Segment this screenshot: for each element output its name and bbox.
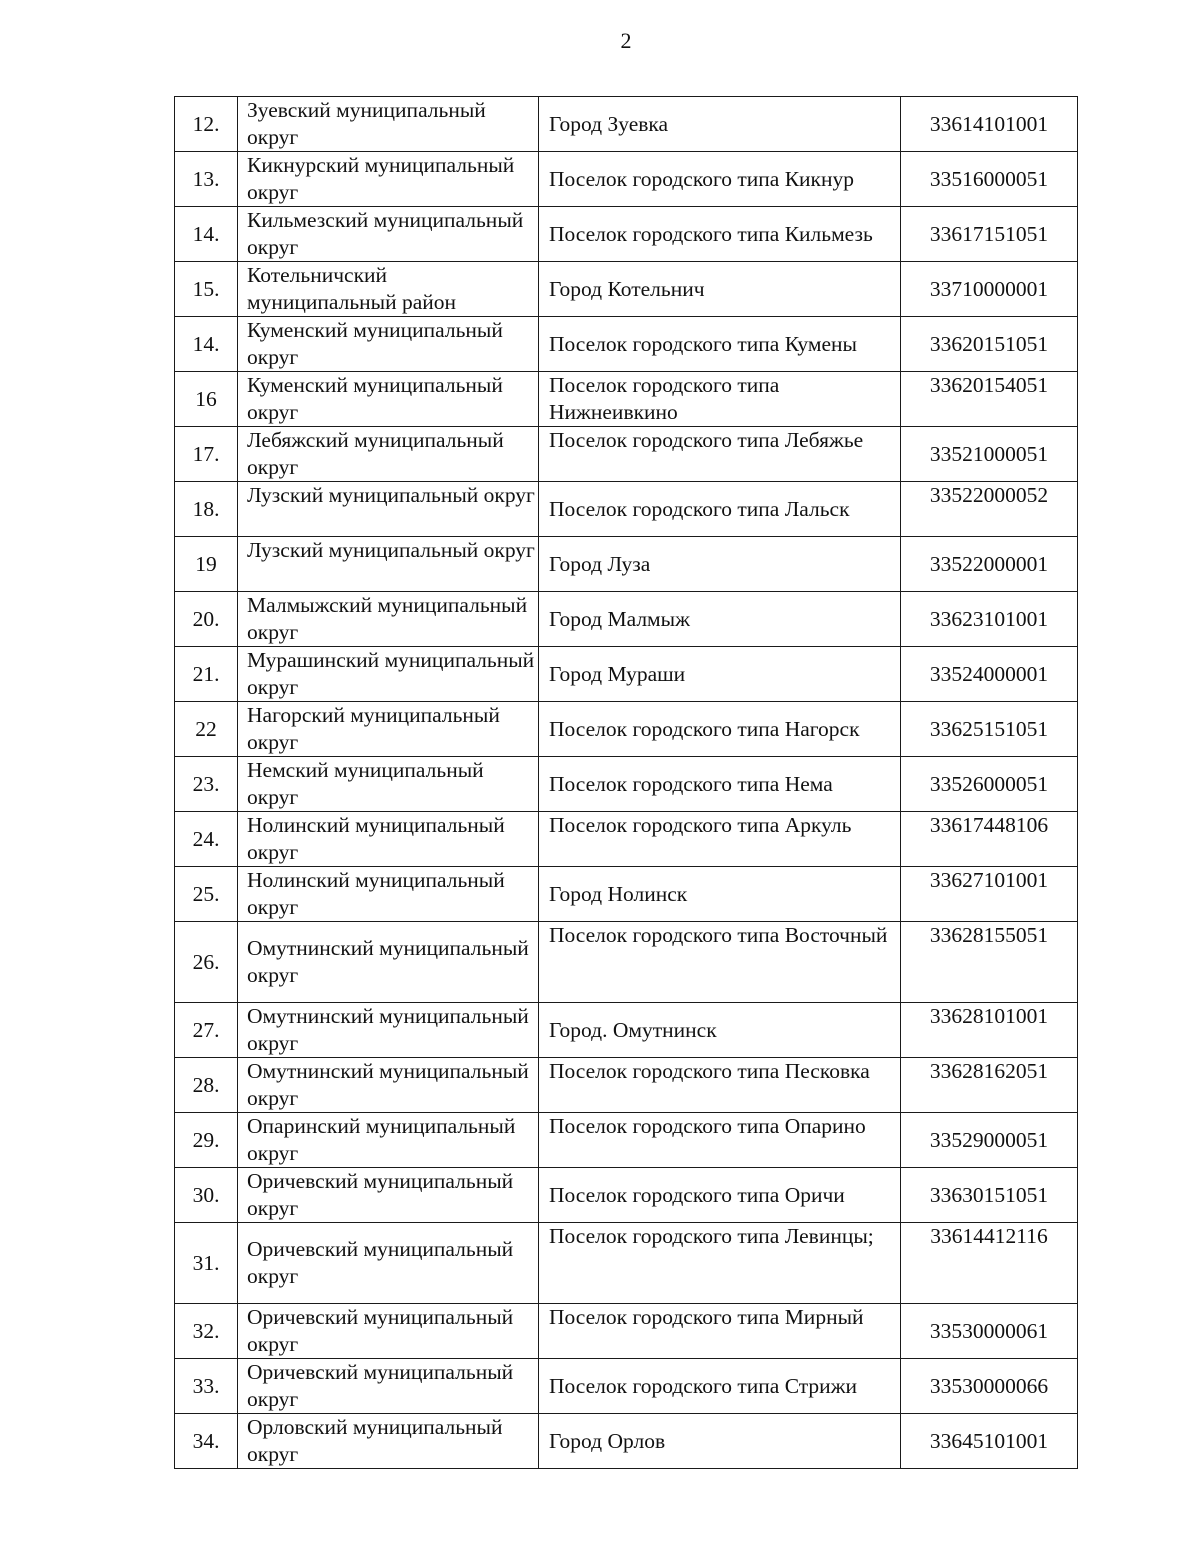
table-body [175, 97, 1078, 1469]
oktmo-code-cell [901, 867, 1078, 922]
table-row [175, 537, 1078, 592]
settlement-cell [539, 647, 901, 702]
district-cell-text: Омутнинский муниципальный округ [247, 1059, 529, 1110]
district-cell-text: Оричевский муниципальный округ [247, 1237, 514, 1288]
district-cell-text: Оричевский муниципальный округ [247, 1360, 514, 1411]
district-cell-text: Оричевский муниципальный округ [247, 1169, 514, 1220]
settlement-cell [539, 207, 901, 262]
oktmo-code-cell [901, 482, 1078, 537]
district-cell-text: Куменский муниципальный округ [247, 373, 503, 424]
district-cell [238, 867, 539, 922]
table-row [175, 372, 1078, 427]
settlement-cell [539, 812, 901, 867]
row-number [175, 702, 238, 757]
oktmo-code-cell-text: 33521000051 [929, 441, 1049, 466]
oktmo-code-cell-text: 33617151051 [929, 221, 1049, 246]
district-cell-text: Кикнурский муниципальный округ [247, 153, 515, 204]
oktmo-code-cell [901, 1058, 1078, 1113]
district-cell-text: Котельничский муниципальный район [247, 263, 457, 314]
district-cell-text: Нолинский муниципальный округ [247, 813, 505, 864]
settlement-cell-text: Поселок городского типа Стрижи [549, 1373, 858, 1398]
oktmo-code-cell-text: 33529000051 [929, 1127, 1049, 1152]
settlement-cell [539, 152, 901, 207]
row-number [175, 427, 238, 482]
district-cell-text: Омутнинский муниципальный округ [247, 1004, 529, 1055]
row-number-text: 20. [192, 606, 220, 631]
settlement-cell [539, 1223, 901, 1304]
settlement-cell [539, 592, 901, 647]
settlement-cell [539, 1113, 901, 1168]
row-number-text: 30. [192, 1182, 220, 1207]
district-cell [238, 1359, 539, 1414]
settlement-cell-text: Город Луза [549, 551, 651, 576]
oktmo-code-cell-text: 33522000052 [929, 483, 1049, 507]
oktmo-code-cell [901, 152, 1078, 207]
oktmo-code-cell-text: 33530000066 [929, 1373, 1049, 1398]
settlement-cell [539, 867, 901, 922]
settlement-cell-text: Город Зуевка [549, 111, 669, 136]
oktmo-code-cell-text: 33623101001 [929, 606, 1049, 631]
table-row [175, 427, 1078, 482]
row-number-text: 22 [195, 716, 217, 741]
table-row [175, 757, 1078, 812]
settlement-cell [539, 317, 901, 372]
oktmo-code-cell [901, 427, 1078, 482]
oktmo-code-cell [901, 647, 1078, 702]
district-cell [238, 1003, 539, 1058]
district-cell-text: Зуевский муниципальный округ [247, 98, 486, 149]
row-number-text: 23. [192, 771, 220, 796]
district-cell [238, 1113, 539, 1168]
oktmo-code-cell-text: 33628101001 [929, 1004, 1049, 1028]
oktmo-code-cell-text: 33620151051 [929, 331, 1049, 356]
settlement-cell-text: Поселок городского типа Нижнеивкино [549, 373, 780, 424]
row-number [175, 482, 238, 537]
oktmo-code-cell-text: 33614412116 [930, 1224, 1048, 1248]
settlement-cell-text: Город. Омутнинск [549, 1017, 717, 1042]
oktmo-code-cell-text: 33630151051 [929, 1182, 1049, 1207]
row-number [175, 1113, 238, 1168]
row-number [175, 1168, 238, 1223]
settlement-cell-text: Поселок городского типа Нема [549, 771, 833, 796]
settlement-cell-text: Поселок городского типа Кикнур [549, 166, 854, 191]
oktmo-code-cell-text: 33628155051 [929, 923, 1049, 947]
settlement-cell-text: Поселок городского типа Лебяжье [549, 428, 864, 452]
oktmo-code-cell [901, 207, 1078, 262]
table-row [175, 647, 1078, 702]
settlement-cell [539, 427, 901, 482]
district-cell [238, 537, 539, 592]
settlement-cell [539, 482, 901, 537]
settlement-cell [539, 262, 901, 317]
row-number [175, 812, 238, 867]
settlement-cell [539, 1168, 901, 1223]
table-row [175, 317, 1078, 372]
settlement-cell [539, 702, 901, 757]
district-cell-text: Орловский муниципальный округ [247, 1415, 503, 1466]
oktmo-code-cell [901, 757, 1078, 812]
row-number-text: 14. [192, 331, 220, 356]
settlement-cell-text: Поселок городского типа Восточный [549, 923, 888, 947]
row-number [175, 207, 238, 262]
row-number-text: 16 [195, 386, 217, 411]
oktmo-code-cell [901, 1414, 1078, 1469]
oktmo-code-cell-text: 33614101001 [929, 111, 1049, 136]
table-row [175, 1168, 1078, 1223]
oktmo-code-cell [901, 537, 1078, 592]
row-number-text: 17. [192, 441, 220, 466]
oktmo-code-cell-text: 33526000051 [929, 771, 1049, 796]
oktmo-code-cell-text: 33620154051 [929, 373, 1049, 397]
table-row [175, 1058, 1078, 1113]
settlement-cell [539, 1003, 901, 1058]
row-number [175, 922, 238, 1003]
settlement-cell-text: Поселок городского типа Оричи [549, 1182, 845, 1207]
district-cell [238, 97, 539, 152]
settlement-cell-text: Поселок городского типа Кумены [549, 331, 857, 356]
oktmo-code-cell-text: 33710000001 [929, 276, 1049, 301]
settlement-cell [539, 372, 901, 427]
table-row [175, 702, 1078, 757]
settlement-cell-text: Поселок городского типа Лальск [549, 496, 850, 521]
row-number-text: 32. [192, 1318, 220, 1343]
row-number-text: 13. [192, 166, 220, 191]
district-cell-text: Кильмезский муниципальный округ [247, 208, 524, 259]
district-cell [238, 317, 539, 372]
oktmo-code-cell [901, 1168, 1078, 1223]
row-number-text: 15. [192, 276, 220, 301]
district-cell [238, 592, 539, 647]
row-number [175, 867, 238, 922]
row-number-text: 19 [195, 551, 217, 576]
district-cell [238, 1414, 539, 1469]
district-cell-text: Немский муниципальный округ [247, 758, 484, 809]
district-cell [238, 647, 539, 702]
row-number [175, 1414, 238, 1469]
settlement-cell-text: Поселок городского типа Опарино [549, 1114, 866, 1138]
row-number [175, 1359, 238, 1414]
row-number [175, 97, 238, 152]
oktmo-code-cell-text: 33516000051 [929, 166, 1049, 191]
district-cell [238, 1304, 539, 1359]
row-number [175, 757, 238, 812]
oktmo-code-cell [901, 702, 1078, 757]
oktmo-code-cell-text: 33627101001 [929, 868, 1049, 892]
row-number [175, 592, 238, 647]
table-row [175, 922, 1078, 1003]
table-row [175, 207, 1078, 262]
row-number-text: 33. [192, 1373, 220, 1398]
oktmo-code-cell [901, 1003, 1078, 1058]
oktmo-code-cell-text: 33628162051 [929, 1059, 1049, 1083]
settlement-cell [539, 97, 901, 152]
row-number [175, 372, 238, 427]
row-number-text: 29. [192, 1127, 220, 1152]
row-number-text: 28. [192, 1072, 220, 1097]
district-cell-text: Мурашинский муниципальный округ [247, 648, 535, 699]
settlement-cell-text: Поселок городского типа Песковка [549, 1059, 870, 1083]
district-cell-text: Оричевский муниципальный округ [247, 1305, 514, 1356]
oktmo-code-cell [901, 812, 1078, 867]
row-number [175, 152, 238, 207]
table-row [175, 1113, 1078, 1168]
district-cell-text: Нолинский муниципальный округ [247, 868, 505, 919]
district-cell [238, 757, 539, 812]
oktmo-code-cell-text: 33530000061 [929, 1318, 1049, 1343]
district-cell [238, 152, 539, 207]
oktmo-code-cell [901, 1113, 1078, 1168]
table-row [175, 867, 1078, 922]
table-row [175, 482, 1078, 537]
settlement-cell-text: Город Нолинск [549, 881, 688, 906]
table-row [175, 1223, 1078, 1304]
district-cell [238, 207, 539, 262]
row-number-text: 34. [192, 1428, 220, 1453]
district-cell-text: Опаринский муниципальный округ [247, 1114, 516, 1165]
district-cell-text: Малмыжский муниципальный округ [247, 593, 528, 644]
district-cell [238, 1223, 539, 1304]
district-cell-text: Омутнинский муниципальный округ [247, 936, 529, 987]
settlement-cell-text: Город Орлов [549, 1428, 666, 1453]
table-row [175, 152, 1078, 207]
oktmo-code-cell-text: 33617448106 [929, 813, 1049, 837]
row-number-text: 27. [192, 1017, 220, 1042]
settlement-cell-text: Поселок городского типа Аркуль [549, 813, 852, 837]
table-row [175, 1359, 1078, 1414]
row-number-text: 14. [192, 221, 220, 246]
table-row [175, 1304, 1078, 1359]
district-cell [238, 372, 539, 427]
oktmo-code-cell-text: 33522000001 [929, 551, 1049, 576]
oktmo-code-cell-text: 33645101001 [929, 1428, 1049, 1453]
oktmo-code-cell [901, 1304, 1078, 1359]
table-row [175, 1414, 1078, 1469]
settlement-cell-text: Город Малмыж [549, 606, 690, 631]
settlement-cell [539, 537, 901, 592]
row-number-text: 21. [192, 661, 220, 686]
oktmo-code-cell [901, 262, 1078, 317]
table-row [175, 1003, 1078, 1058]
district-cell-text: Лебяжский муниципальный округ [247, 428, 504, 479]
row-number-text: 12. [192, 111, 220, 136]
settlement-cell-text: Поселок городского типа Левинцы; [549, 1224, 874, 1248]
settlement-cell [539, 1359, 901, 1414]
row-number-text: 26. [192, 949, 220, 974]
settlement-cell-text: Поселок городского типа Кильмезь [549, 221, 873, 246]
settlement-cell [539, 757, 901, 812]
oktmo-code-cell [901, 317, 1078, 372]
row-number [175, 1223, 238, 1304]
row-number-text: 18. [192, 496, 220, 521]
table-row [175, 812, 1078, 867]
settlements-table [174, 96, 1078, 1469]
district-cell [238, 427, 539, 482]
row-number-text: 24. [192, 826, 220, 851]
settlement-cell [539, 1414, 901, 1469]
district-cell [238, 702, 539, 757]
row-number-text: 25. [192, 881, 220, 906]
table-row [175, 97, 1078, 152]
row-number [175, 647, 238, 702]
district-cell-text: Лузский муниципальный округ [247, 538, 535, 562]
district-cell-text: Нагорский муниципальный округ [247, 703, 500, 754]
district-cell [238, 922, 539, 1003]
row-number [175, 1058, 238, 1113]
row-number [175, 317, 238, 372]
oktmo-code-cell [901, 97, 1078, 152]
oktmo-code-cell-text: 33625151051 [929, 716, 1049, 741]
row-number-text: 31. [192, 1250, 220, 1275]
district-cell [238, 1168, 539, 1223]
settlement-cell-text: Город Котельнич [549, 276, 705, 301]
settlement-cell [539, 922, 901, 1003]
oktmo-code-cell [901, 1223, 1078, 1304]
oktmo-code-cell [901, 1359, 1078, 1414]
row-number [175, 537, 238, 592]
district-cell [238, 482, 539, 537]
oktmo-code-cell [901, 372, 1078, 427]
settlement-cell-text: Город Мураши [549, 661, 686, 686]
oktmo-code-cell [901, 592, 1078, 647]
row-number [175, 1003, 238, 1058]
table-row [175, 262, 1078, 317]
district-cell [238, 1058, 539, 1113]
settlement-cell-text: Поселок городского типа Мирный [549, 1305, 864, 1329]
table-row [175, 592, 1078, 647]
oktmo-code-cell [901, 922, 1078, 1003]
district-cell-text: Куменский муниципальный округ [247, 318, 503, 369]
row-number [175, 1304, 238, 1359]
district-cell [238, 812, 539, 867]
district-cell-text: Лузский муниципальный округ [247, 483, 535, 507]
district-cell [238, 262, 539, 317]
page-number: 2 [620, 28, 632, 53]
row-number [175, 262, 238, 317]
settlement-cell [539, 1058, 901, 1113]
settlement-cell-text: Поселок городского типа Нагорск [549, 716, 860, 741]
settlement-cell [539, 1304, 901, 1359]
oktmo-code-cell-text: 33524000001 [929, 661, 1049, 686]
